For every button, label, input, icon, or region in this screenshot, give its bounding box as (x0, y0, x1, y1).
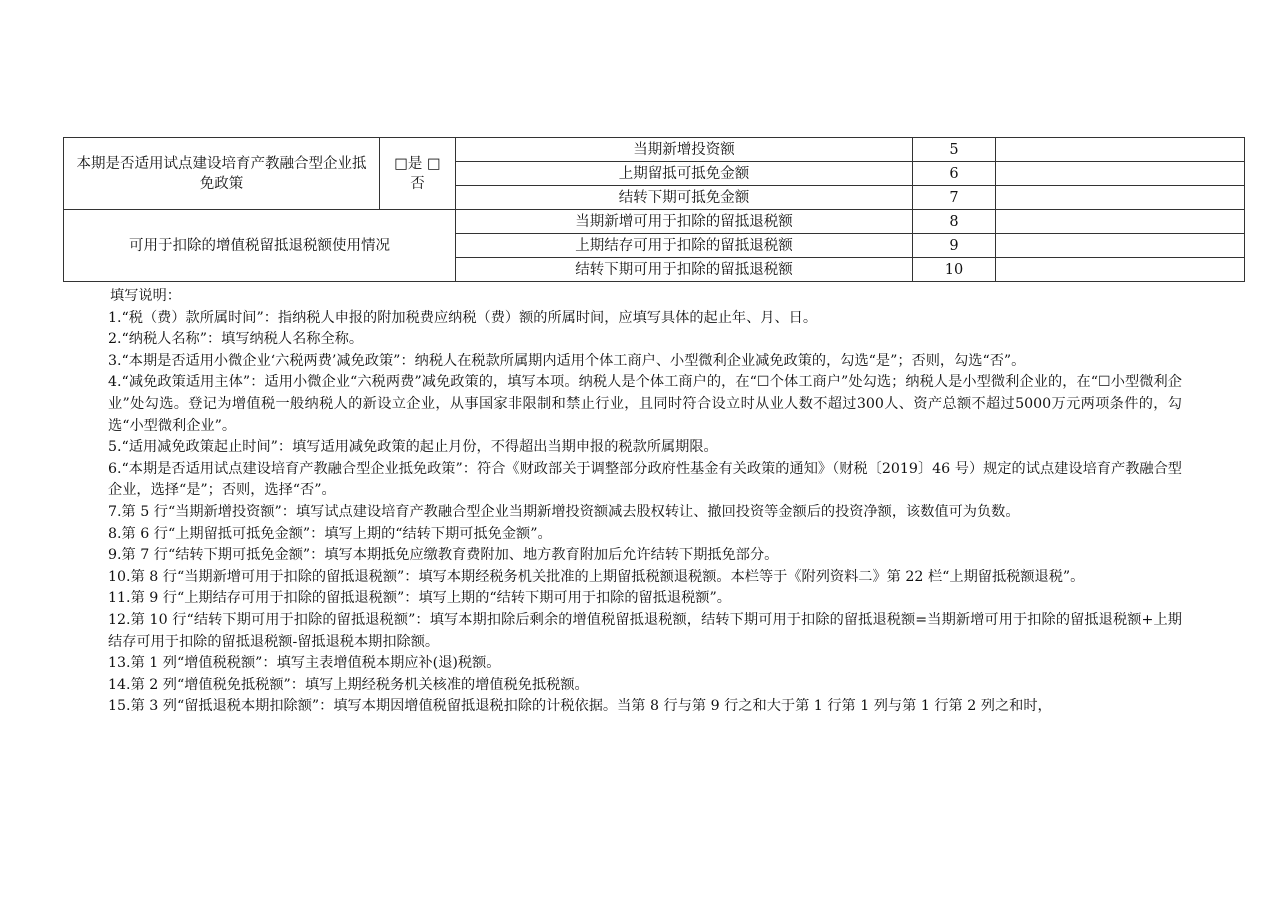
instruction-item: 4.“减免政策适用主体”：适用小微企业“六税两费”减免政策的，填写本项。纳税人是个体工商户的，在“☐个体工商户”处勾选；纳税人是小型微利企业的，在“☐小型微利企业”处勾选。登记为增值税一般纳税人的新设立企业，从事国家非限制和禁止行业，且同时符合设立时从业人数不超过300人、资产总额不超过5000万元两项条件的，勾选“小型微利企业”。 (108, 374, 1182, 434)
row-line-number: 9 (913, 234, 996, 258)
instruction-item: 1.“税（费）款所属时间”：指纳税人申报的附加税费应纳税（费）额的所属时间，应填写具体的起止年、月、日。 (108, 309, 818, 326)
row-item-label: 结转下期可抵免金额 (456, 186, 913, 210)
yes-no-checkbox-group[interactable]: □是 □否 (380, 138, 456, 210)
row-value-cell[interactable] (996, 162, 1245, 186)
row-value-cell[interactable] (996, 210, 1245, 234)
instruction-item: 9.第 7 行“结转下期可抵免金额”：填写本期抵免应缴教育费附加、地方教育附加后允许结转下期抵免部分。 (108, 547, 779, 564)
instruction-item: 13.第 1 列“增值税税额”：填写主表增值税本期应补(退)税额。 (108, 655, 501, 672)
row-value-cell[interactable] (996, 138, 1245, 162)
instruction-item: 6.“本期是否适用试点建设培育产教融合型企业抵免政策”：符合《财政部关于调整部分政府性基金有关政策的通知》（财税〔2019〕46 号）规定的试点建设培育产教融合型企业，选择“是”；否则，选择“否”。 (108, 460, 1182, 499)
row-item-label: 上期结存可用于扣除的留抵退税额 (456, 234, 913, 258)
refund-usage-label: 可用于扣除的增值税留抵退税额使用情况 (64, 210, 456, 282)
table-row (64, 138, 1245, 162)
row-line-number: 6 (913, 162, 996, 186)
instructions-heading: 填写说明： (110, 288, 181, 304)
filling-instructions (108, 286, 1182, 718)
deduction-form-table (63, 137, 1245, 282)
instruction-item: 7.第 5 行“当期新增投资额”：填写试点建设培育产教融合型企业当期新增投资额减去股权转让、撤回投资等金额后的投资净额，该数值可为负数。 (108, 503, 1020, 520)
row-line-number: 10 (913, 258, 996, 282)
row-item-label: 当期新增投资额 (456, 138, 913, 162)
instruction-item: 12.第 10 行“结转下期可用于扣除的留抵退税额”：填写本期扣除后剩余的增值税留抵退税额，结转下期可用于扣除的留抵退税额=当期新增可用于扣除的留抵退税额+上期结存可用于扣除的留抵退税额-留抵退税本期扣除额。 (108, 611, 1182, 650)
table-row (64, 210, 1245, 234)
row-item-label: 当期新增可用于扣除的留抵退税额 (456, 210, 913, 234)
instruction-item: 14.第 2 列“增值税免抵税额”：填写上期经税务机关核准的增值税免抵税额。 (108, 676, 589, 693)
row-value-cell[interactable] (996, 258, 1245, 282)
row-line-number: 8 (913, 210, 996, 234)
row-value-cell[interactable] (996, 234, 1245, 258)
row-value-cell[interactable] (996, 186, 1245, 210)
policy-question-label: 本期是否适用试点建设培育产教融合型企业抵免政策 (64, 138, 380, 210)
instruction-item: 5.“适用减免政策起止时间”：填写适用减免政策的起止月份，不得超出当期申报的税款所属期限。 (108, 439, 718, 456)
instruction-item: 10.第 8 行“当期新增可用于扣除的留抵退税额”：填写本期经税务机关批准的上期留抵税额退税额。本栏等于《附列资料二》第 22 栏“上期留抵税额退税”。 (108, 568, 1085, 585)
instruction-item: 11.第 9 行“上期结存可用于扣除的留抵退税额”：填写上期的“结转下期可用于扣除的留抵退税额”。 (108, 590, 731, 607)
row-item-label: 结转下期可用于扣除的留抵退税额 (456, 258, 913, 282)
instruction-item: 3.“本期是否适用小微企业‘六税两费’减免政策”：纳税人在税款所属期内适用个体工商户、小型微利企业减免政策的，勾选“是”；否则，勾选“否”。 (108, 352, 1026, 369)
row-line-number: 7 (913, 186, 996, 210)
row-line-number: 5 (913, 138, 996, 162)
instruction-item: 15.第 3 列“留抵退税本期扣除额”：填写本期因增值税留抵退税扣除的计税依据。当第 8 行与第 9 行之和大于第 1 行第 1 列与第 1 行第 2 列之和时， (108, 698, 1052, 715)
instruction-item: 2.“纳税人名称”：填写纳税人名称全称。 (108, 331, 364, 348)
instruction-item: 8.第 6 行“上期留抵可抵免金额”：填写上期的“结转下期可抵免金额”。 (108, 525, 552, 542)
row-item-label: 上期留抵可抵免金额 (456, 162, 913, 186)
